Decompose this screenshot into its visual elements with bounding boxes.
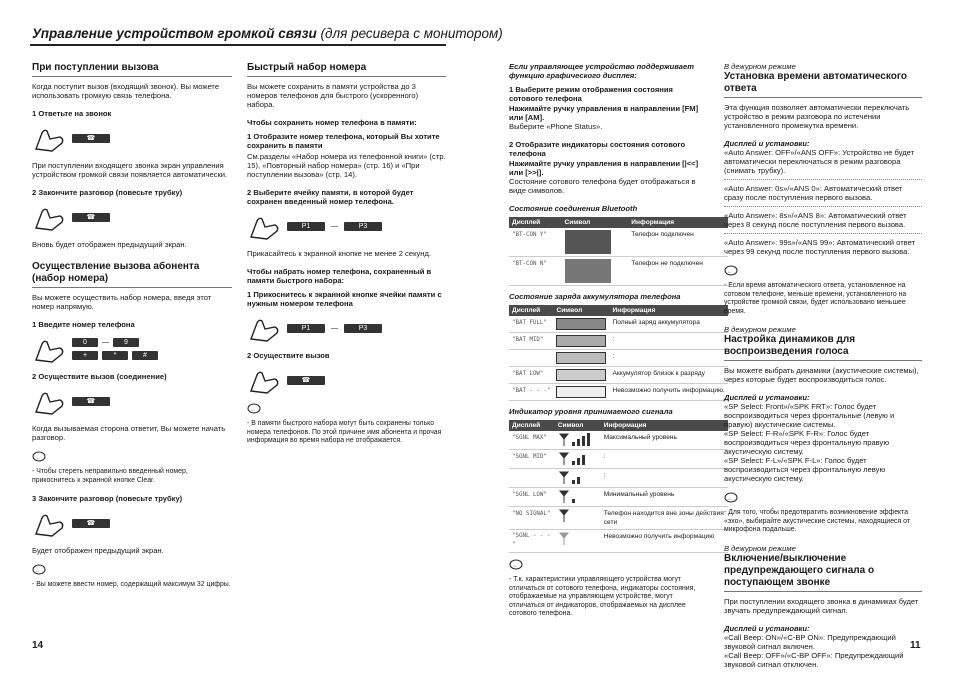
status-step2: 2 Отобразите индикаторы состояния сотового телефона xyxy=(509,140,686,158)
end-call-result: Будет отображен предыдущий экран. xyxy=(32,546,164,555)
section-title-incoming: При поступлении вызова xyxy=(32,62,232,77)
standby-mode-label-3: В дежурном режиме xyxy=(724,543,796,553)
sgnl-max-info: Максимальный уровень xyxy=(601,431,728,450)
bat-full-info: Полный заряд аккумулятора xyxy=(610,316,729,333)
memory-p3-button[interactable]: P3 xyxy=(344,222,382,231)
hand-touch-icon xyxy=(32,334,66,364)
standby-mode-label-1: В дежурном режиме xyxy=(724,62,796,71)
bat-mid-label: "BAT MID" xyxy=(512,337,544,343)
svg-text:...: ... xyxy=(35,567,40,574)
th-info: Информация xyxy=(610,305,729,316)
bat-low-info: Аккумулятор близок к разряду xyxy=(610,367,729,384)
hold-instruction: Прикасайтесь к экранной кнопке не менее 2 секунд. xyxy=(247,249,432,258)
speaker-front: «SP Select: Front»/«SPK FRT»: Голос будет воспроизводиться через фронтальные (левую и правую) акустические системы. xyxy=(724,402,895,429)
svg-text:...: ... xyxy=(250,406,255,413)
auto-answer-99s: «Auto Answer»: 99s»/«ANS 99»: Автоматический ответ через 99 секунд после поступления первого вызова. xyxy=(724,238,916,256)
step-hangup: 2 Закончите разговор (повесьте трубку) xyxy=(32,188,183,197)
table-row xyxy=(509,431,728,450)
phone-disconnected-icon xyxy=(565,259,611,283)
key-0-button[interactable]: 0 xyxy=(72,338,98,347)
settings-label-1: Дисплей и установки: xyxy=(724,139,810,148)
step-call: 2 Осуществите вызов (соединение) xyxy=(32,372,167,381)
page-number-right: 11 xyxy=(910,640,921,651)
table-row xyxy=(509,316,728,333)
no-signal-icon xyxy=(558,509,598,523)
sgnl-low-label: "SGNL LOW" xyxy=(512,492,547,498)
status-intro: Если управляющее устройство поддерживает функцию графического дисплея: xyxy=(509,62,694,80)
memory-dial-p3-button[interactable]: P3 xyxy=(344,324,382,333)
hand-touch-icon xyxy=(247,365,281,395)
signal-status-table xyxy=(509,420,728,553)
battery-status-table xyxy=(509,305,728,401)
signal-max-icon xyxy=(558,433,598,447)
table-row xyxy=(509,257,728,286)
table-row xyxy=(509,507,728,530)
section-title-dial: Осуществление вызова абонента (набор номера) xyxy=(32,261,232,288)
speaker-note: - Для того, чтобы предотвратить возникновение эффекта «эхо», выбирайте акустические системы, находящиеся от микрофона подальше. xyxy=(724,509,910,533)
speaker-fr: «SP Select: F-R»/«SPK F-R»: Голос будет воспроизводиться через фронтальную правую акустическую систему. xyxy=(724,429,890,456)
hand-touch-icon xyxy=(247,313,281,343)
bat-low-label: "BAT LOW" xyxy=(512,371,544,377)
th-symbol: Символ xyxy=(553,305,609,316)
no-signal-label: "NO SIGNAL" xyxy=(512,511,551,517)
column-incoming-and-dial xyxy=(32,62,232,590)
table-row xyxy=(509,469,728,488)
bt-status-table xyxy=(509,217,728,286)
battery-low-icon xyxy=(556,369,606,381)
note-icon xyxy=(509,559,523,571)
section-title-call-beep: Включение/выключение предупреждающего сигнала о поступающем звонке xyxy=(724,553,922,592)
settings-label-2: Дисплей и установки: xyxy=(724,393,810,402)
auto-answer-8s: «Auto Answer»: 8s»/«ANS 8»: Автоматический ответ через 8 секунд после поступления первого вызова. xyxy=(724,211,907,229)
hangup-figure xyxy=(32,202,232,232)
no-signal-info: Телефон находится вне зоны действия сети xyxy=(601,507,728,530)
dial-intro: Вы можете осуществить набор номера, введя этот номер напрямую. xyxy=(32,293,212,311)
hand-touch-icon xyxy=(32,508,66,538)
auto-answer-off: «Auto Answer: OFF»/«ANS OFF»: Устройство не будет автоматически переключаться в режим разговора (снимать трубку). xyxy=(724,148,915,175)
section-title-auto-answer: Установка времени автоматического ответа xyxy=(724,71,922,98)
bt-con-y-label: "BT-CON Y" xyxy=(512,232,547,238)
memory-figure: P1 — P3 xyxy=(247,211,446,241)
signal-mid-icon xyxy=(558,452,598,466)
table-row xyxy=(509,333,728,350)
note-clear: - Чтобы стереть неправильно введенный номер, прикоснитесь к экранной кнопке Clear. xyxy=(32,468,188,484)
phone-connected-icon xyxy=(565,230,611,254)
sgnl-max-label: "SGNL MAX" xyxy=(512,435,547,441)
th-info: Информация xyxy=(601,420,728,431)
speaker-fl: «SP Select: F-L»/«SPK F-L»: Голос будет воспроизводиться через фронтальную левую акустическую систему. xyxy=(724,456,886,483)
hand-touch-icon xyxy=(32,386,66,416)
signal-unknown-icon xyxy=(558,532,598,546)
incoming-text: При поступлении входящего звонка экран управления устройством громкой связи появляется автоматически. xyxy=(32,161,228,179)
speed-dial-subtitle-dial: Чтобы набрать номер телефона, сохраненный в памяти быстрого набора: xyxy=(247,267,432,285)
bt-table-caption: Состояние соединения Bluetooth xyxy=(509,204,638,213)
table-row xyxy=(509,384,728,401)
bt-con-n-label: "BT-CON N" xyxy=(512,261,547,267)
bat-mid-info: : xyxy=(610,333,729,350)
th-info: Информация xyxy=(628,217,728,228)
note-icon xyxy=(724,492,738,504)
answer-figure xyxy=(32,123,232,153)
call-beep-intro: При поступлении входящего звонка в динамиках будет звучать предупреждающий сигнал. xyxy=(724,596,919,615)
note-icon xyxy=(247,403,261,415)
divider xyxy=(724,233,922,234)
sgnl-low-info: Минимальный уровень xyxy=(601,488,728,507)
key-hash-button[interactable]: # xyxy=(132,351,158,360)
status-step2-b: Нажимайте ручку управления в направлении [|<<] или [>>|]. xyxy=(509,159,699,177)
battery-unknown-icon xyxy=(556,386,606,398)
speed-dial-step1: 1 Отобразите номер телефона, который Вы хотите сохранить в памяти xyxy=(247,132,440,150)
divider xyxy=(724,179,922,180)
table-row xyxy=(509,450,728,469)
divider xyxy=(724,206,922,207)
call-beep-off: «Call Beep: OFF»/«C-BP OFF»: Предупреждающий звуковой сигнал отключен. xyxy=(724,650,904,669)
battery-table-caption: Состояние заряда аккумулятора телефона xyxy=(509,292,681,301)
column-phone-status xyxy=(509,62,725,619)
sgnl-mid-info: : xyxy=(601,450,728,469)
th-symbol: Символ xyxy=(555,420,601,431)
column-speed-dial xyxy=(247,62,446,446)
step-end-call: 3 Закончите разговор (повесьте трубку) xyxy=(32,494,183,503)
end-call-figure xyxy=(32,508,232,538)
speed-dial-step2: 2 Выберите ячейку памяти, в которой будет сохранен введенный номер телефона. xyxy=(247,188,414,206)
note-max-digits: - Вы можете ввести номер, содержащий максимум 32 цифры. xyxy=(32,581,231,588)
phone-end-button[interactable]: ☎ xyxy=(72,519,110,528)
section-title-speaker: Настройка динамиков для воспроизведения голоса xyxy=(724,334,922,361)
auto-answer-intro: Эта функция позволяет автоматически переключать устройство в режим разговора по истечении установленного промежутка времени. xyxy=(724,103,910,130)
note-icon xyxy=(32,451,46,463)
speed-call-figure xyxy=(247,365,446,395)
key-plus-button[interactable]: + xyxy=(72,351,98,360)
hand-touch-icon xyxy=(32,123,66,153)
memory-dial-p1-button[interactable]: P1 xyxy=(287,324,325,333)
table-row xyxy=(509,350,728,367)
th-symbol: Символ xyxy=(562,217,629,228)
phone-call-button[interactable]: ☎ xyxy=(72,397,110,406)
sgnl-none-info: Невозможно получить информацию xyxy=(601,530,728,553)
sgnl-blank-info: : xyxy=(601,469,728,488)
memory-p1-button[interactable]: P1 xyxy=(287,222,325,231)
th-display: Дисплей xyxy=(509,420,555,431)
step-enter-number: 1 Введите номер телефона xyxy=(32,320,135,329)
speed-call-button[interactable]: ☎ xyxy=(287,376,325,385)
phone-hangup-button[interactable]: ☎ xyxy=(72,213,110,222)
settings-label-3: Дисплей и установки: xyxy=(724,623,810,633)
sgnl-none-label: "SGNL - - -" xyxy=(512,533,551,548)
section-title-speed-dial: Быстрый набор номера xyxy=(247,62,446,77)
speed-dial-subtitle-save: Чтобы сохранить номер телефона в памяти: xyxy=(247,118,417,127)
speed-dial-intro: Вы можете сохранить в памяти устройства до 3 номеров телефонов для быстрого (ускоренного) набора. xyxy=(247,82,419,109)
call-result: Когда вызываемая сторона ответит, Вы можете начать разговор. xyxy=(32,424,226,442)
battery-full-icon xyxy=(556,318,606,330)
speaker-intro: Вы можете выбрать динамики (акустические системы), через которые будет воспроизводиться голос. xyxy=(724,366,919,384)
auto-answer-0s: «Auto Answer: 0s»/«ANS 0»: Автоматический ответ сразу после поступления первого вызова. xyxy=(724,184,903,202)
bat-full-label: "BAT FULL" xyxy=(512,320,547,326)
note-icon xyxy=(32,564,46,576)
table-row xyxy=(509,228,728,257)
status-note: - Т.к. характеристики управляющего устройства могут отличаться от сотового телефона, индикаторы состояния, отображаемые на управляющем устройстве, могут отличаться от индикаторов, отображаемых на дисплее сотового телефона. xyxy=(509,576,696,617)
bt-con-y-info: Телефон подключен xyxy=(628,228,728,257)
call-figure xyxy=(32,386,232,416)
column-settings xyxy=(724,62,922,669)
speed-dial-step1-text: См.разделы «Набор номера из телефонной книги» (стр. 15), «Повторный набор номера» (стр. 16) и «При поступлении вызова» (стр. 14). xyxy=(247,152,446,179)
signal-table-caption: Индикатор уровня принимаемого сигнала xyxy=(509,407,673,416)
th-display: Дисплей xyxy=(509,217,562,228)
table-row xyxy=(509,530,728,553)
svg-text:...: ... xyxy=(727,268,732,275)
status-step1-c: Выберите «Phone Status». xyxy=(509,122,603,131)
battery-mid-icon xyxy=(556,335,606,347)
hand-touch-icon xyxy=(32,202,66,232)
th-display: Дисплей xyxy=(509,305,553,316)
call-beep-on: «Call Beep: ON»/«C-BP ON»: Предупреждающий звуковой сигнал включен. xyxy=(724,632,896,651)
sgnl-mid-label: "SGNL MID" xyxy=(512,454,547,460)
keypad-figure: 0 — 9 + * # xyxy=(32,334,232,364)
speed-dial-step4: 2 Осуществите вызов xyxy=(247,351,330,360)
page-number-left: 14 xyxy=(32,640,44,651)
page-title xyxy=(32,26,503,41)
svg-text:...: ... xyxy=(512,562,517,569)
title-sub: (для ресивера с монитором) xyxy=(320,26,503,41)
hand-touch-icon xyxy=(247,211,281,241)
table-row xyxy=(509,367,728,384)
incoming-intro: Когда поступит вызов (входящий звонок). Вы можете использовать громкую связь телефона. xyxy=(32,82,220,100)
bt-con-n-info: Телефон не подключен xyxy=(628,257,728,286)
hangup-result: Вновь будет отображен предыдущий экран. xyxy=(32,240,187,249)
svg-text:...: ... xyxy=(727,495,732,502)
svg-text:...: ... xyxy=(35,454,40,461)
title-main: Управление устройством громкой связи xyxy=(32,26,317,41)
bat-none-label: "BAT - - -" xyxy=(512,388,551,394)
speed-dial-step3: 1 Прикоснитесь к экранной кнопке ячейки памяти с нужным номером телефона xyxy=(247,290,442,308)
signal-low-icon xyxy=(558,490,598,504)
step-answer: 1 Ответьте на звонок xyxy=(32,109,112,118)
status-step1: 1 Выберите режим отображения состояния сотового телефона xyxy=(509,85,673,103)
note-icon xyxy=(724,265,738,277)
key-star-button[interactable]: * xyxy=(102,351,128,360)
battery-low-mid-icon xyxy=(556,352,606,364)
signal-low-mid-icon xyxy=(558,471,598,485)
auto-answer-note: - Если время автоматического ответа, установленное на сотовом телефоне, меньше времени, установленного на устройстве громкой связи, будет использовано меньшее время. xyxy=(724,282,907,315)
speed-dial-note: - В памяти быстрого набора могут быть сохранены только номера телефонов. По этой причине имя абонента и прочая информация во время набора не отображается. xyxy=(247,420,442,444)
bat-blank-info: : xyxy=(610,350,729,367)
standby-mode-label-2: В дежурном режиме xyxy=(724,325,796,334)
memory-dial-figure: P1 — P3 xyxy=(247,313,446,343)
title-rule xyxy=(30,44,446,46)
phone-answer-button[interactable]: ☎ xyxy=(72,134,110,143)
key-9-button[interactable]: 9 xyxy=(113,338,139,347)
status-step1-b: Нажимайте ручку управления в направлении [FM] или [AM]. xyxy=(509,104,699,122)
table-row xyxy=(509,488,728,507)
status-step2-c: Состояние сотового телефона будет отображаться в виде символов. xyxy=(509,177,696,195)
bat-none-info: Невозможно получить информацию. xyxy=(610,384,729,401)
